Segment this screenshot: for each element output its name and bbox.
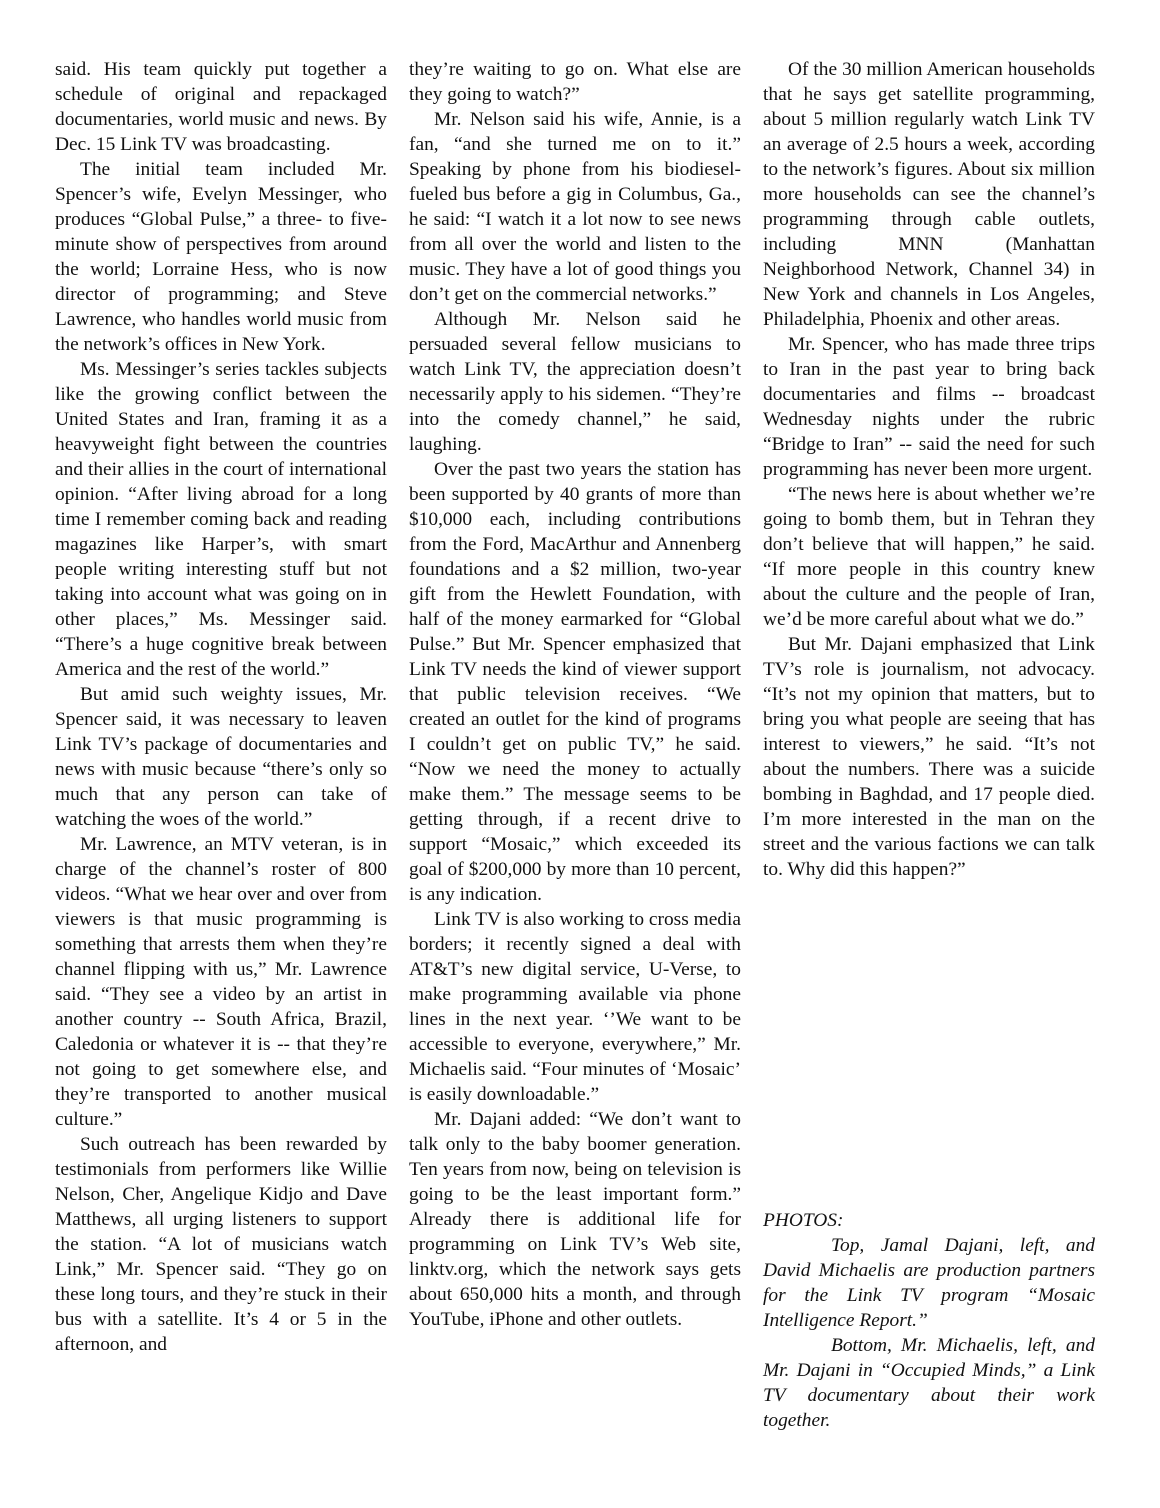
photo-caption-top: Top, Jamal Dajani, left, and David Michaelis are production partners for the Link TV program “Mosaic Intelligence Report.” — [763, 1235, 1095, 1331]
paragraph: Ms. Messinger’s series tackles subjects like the growing conflict between the United States and Iran, framing it as a heavyweight fight between the countries and their allies in the court of international opinion. “After living abroad for a long time I remember coming back and reading magazines like Harper’s, with smart people writing interesting stuff but not taking into account what was going on in other places,” Ms. Messinger said. “There’s a huge cognitive break between America and the rest of the world.” — [55, 359, 387, 680]
paragraph: Of the 30 million American households that he says get satellite programming, about 5 million regularly watch Link TV an average of 2.5 hours a week, according to the network’s figures. About six million more households can see the channel’s programming through cable outlets, including MNN (Manhattan Neighborhood Network, Channel 34) in New York and channels in Los Angeles, Philadelphia, Phoenix and other areas. — [763, 59, 1095, 330]
paragraph: The initial team included Mr. Spencer’s wife, Evelyn Messinger, who produces “Global Pulse,” a three- to five-minute show of perspectives from around the world; Lorraine Hess, who is now director of programming; and Steve Lawrence, who handles world music from the network’s offices in New York. — [55, 159, 387, 355]
paragraph: But amid such weighty issues, Mr. Spencer said, it was necessary to leaven Link TV’s package of documentaries and news with music because “there’s only so much that any person can take of watching the woes of the world.” — [55, 684, 387, 830]
paragraph: Such outreach has been rewarded by testimonials from performers like Willie Nelson, Cher, Angelique Kidjo and Dave Matthews, all urging listeners to support the station. “A lot of musicians watch Link,” Mr. Spencer said. “They go on these long tours, and they’re stuck in their bus with a satellite. It’s 4 or 5 in the afternoon, and — [55, 1134, 387, 1355]
paragraph: Mr. Lawrence, an MTV veteran, is in charge of the channel’s roster of 800 videos. “What we hear over and over from viewers is that music programming is something that arrests them when they’re channel flipping with us,” Mr. Lawrence said. “They see a video by an artist in another country -- South Africa, Brazil, Caledonia or whatever it is -- that they’re not going to get somewhere else, and they’re transported to another musical culture.” — [55, 834, 387, 1130]
article-column-1 — [55, 57, 387, 1357]
paragraph: Although Mr. Nelson said he persuaded several fellow musicians to watch Link TV, the appreciation doesn’t necessarily apply to his sidemen. “They’re into the comedy channel,” he said, laughing. — [409, 309, 741, 455]
paragraph: they’re waiting to go on. What else are they going to watch?” — [409, 59, 741, 105]
photo-caption-bottom: Bottom, Mr. Michaelis, left, and Mr. Dajani in “Occupied Minds,” a Link TV documentary about their work together. — [763, 1335, 1095, 1431]
paragraph: Mr. Dajani added: “We don’t want to talk only to the baby boomer generation. Ten years from now, being on television is going to be the least important form.” Already there is additional life for programming on Link TV’s Web site, linktv.org, which the network says gets about 650,000 hits a month, and through YouTube, iPhone and other outlets. — [409, 1109, 741, 1330]
paragraph: Mr. Nelson said his wife, Annie, is a fan, “and she turned me on to it.” Speaking by phone from his biodiesel-fueled bus before a gig in Columbus, Ga., he said: “I watch it a lot now to see news from all over the world and listen to the music. They have a lot of good things you don’t get on the commercial networks.” — [409, 109, 741, 305]
paragraph: said. His team quickly put together a schedule of original and repackaged documentaries, world music and news. By Dec. 15 Link TV was broadcasting. — [55, 59, 387, 155]
paragraph: Link TV is also working to cross media borders; it recently signed a deal with AT&T’s new digital service, U-Verse, to make programming available via phone lines in the next year. ‘’We want to be accessible to everyone, everywhere,” Mr. Michaelis said. “Four minutes of ‘Mosaic’ is easily downloadable.” — [409, 909, 741, 1105]
photo-captions — [763, 1208, 1095, 1433]
paragraph: “The news here is about whether we’re going to bomb them, but in Tehran they don’t believe that will happen,” he said. “If more people in this country knew about the culture and the people of Iran, we’d be more careful about what we do.” — [763, 484, 1095, 630]
article-column-3 — [763, 57, 1095, 882]
article-column-2 — [409, 57, 741, 1332]
paragraph: Over the past two years the station has been supported by 40 grants of more than $10,000 each, including contributions from the Ford, MacArthur and Annenberg foundations and a $2 million, two-year gift from the Hewlett Foundation, with half of the money earmarked for “Global Pulse.” But Mr. Spencer emphasized that Link TV needs the kind of viewer support that public television receives. “We created an outlet for the kind of programs I couldn’t get on public TV,” he said. “Now we need the money to actually make them.” The message seems to be getting through, if a recent drive to support “Mosaic,” which exceeded its goal of $200,000 by more than 10 percent, is any indication. — [409, 459, 741, 905]
paragraph: But Mr. Dajani emphasized that Link TV’s role is journalism, not advocacy. “It’s not my opinion that matters, but to bring you what people are seeing that has interest to viewers,” he said. “It’s not about the numbers. There was a suicide bombing in Baghdad, and 17 people died. I’m more interested in the man on the street and the various factions we can talk to. Why did this happen?” — [763, 634, 1095, 880]
paragraph: Mr. Spencer, who has made three trips to Iran in the past year to bring back documentaries and films -- broadcast Wednesday nights under the rubric “Bridge to Iran” -- said the need for such programming has never been more urgent. — [763, 334, 1095, 480]
photos-heading: PHOTOS: — [763, 1210, 844, 1231]
